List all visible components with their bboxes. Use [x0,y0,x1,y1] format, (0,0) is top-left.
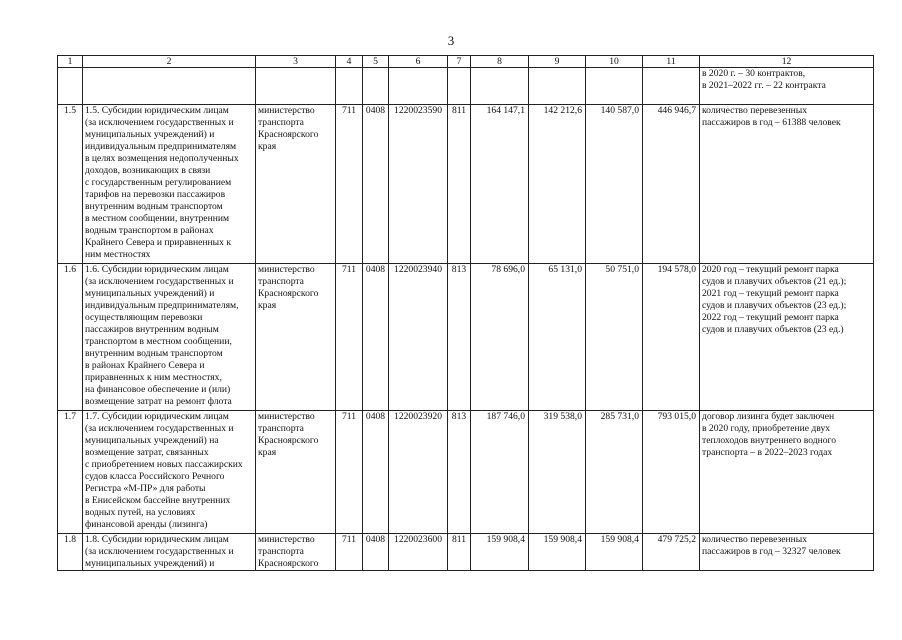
amount-2022: 285 731,0 [586,411,643,534]
section-code: 0408 [363,105,389,264]
row-number: 1.6 [58,264,83,411]
target-code: 1220023920 [389,411,448,534]
column-number: 8 [471,56,529,68]
expense-type: 813 [448,411,471,534]
result-cell: в 2020 г. – 30 контрактов, в 2021–2022 гг. – 22 контракта [700,68,874,105]
column-number: 11 [643,56,700,68]
column-number: 3 [256,56,336,68]
column-number: 6 [389,56,448,68]
amount-total: 446 946,7 [643,105,700,264]
amount-2021: 142 212,6 [529,105,586,264]
column-number: 9 [529,56,586,68]
amount-total: 793 015,0 [643,411,700,534]
expense-type: 811 [448,105,471,264]
target-code: 1220023940 [389,264,448,411]
amount-2020: 187 746,0 [471,411,529,534]
grbs-cell: министерство транспорта Красноярского края [256,264,336,411]
grbs-cell: министерство транспорта Красноярского края [256,105,336,264]
section-code: 0408 [363,534,389,571]
grbs-code: 711 [336,105,363,264]
measure-name: 1.8. Субсидии юридическим лицам (за исключением государственных и муниципальных учреждений) и [83,534,256,571]
amount-2020: 164 147,1 [471,105,529,264]
amount-2021: 319 538,0 [529,411,586,534]
grbs-code: 711 [336,534,363,571]
amount-total: 479 725,2 [643,534,700,571]
target-code: 1220023590 [389,105,448,264]
column-number: 4 [336,56,363,68]
amount-2020: 159 908,4 [471,534,529,571]
column-number: 12 [700,56,874,68]
measure-name: 1.5. Субсидии юридическим лицам (за исключением государственных и муниципальных учреждений) и индивидуальным предпринимателям в целях возмещения недополученных доходов, возникающих в связи с государственным регулированием тарифов на перевозки пассажиров внутренним водным транспортом в местном сообщении, внутренним водным транспортом в районах Крайнего Севера и приравненных к ним местностях [83,105,256,264]
grbs-cell: министерство транспорта Красноярского [256,534,336,571]
section-code: 0408 [363,264,389,411]
grbs-code: 711 [336,411,363,534]
row-number: 1.8 [58,534,83,571]
row-number: 1.5 [58,105,83,264]
expense-type: 811 [448,534,471,571]
column-number: 2 [83,56,256,68]
result-cell: договор лизинга будет заключен в 2020 году, приобретение двух теплоходов внутреннего водного транспорта – в 2022–2023 годах [700,411,874,534]
amount-2021: 159 908,4 [529,534,586,571]
amount-2022: 50 751,0 [586,264,643,411]
row-number: 1.7 [58,411,83,534]
table-row [58,105,874,264]
table-row [58,411,874,534]
grbs-code: 711 [336,264,363,411]
target-code: 1220023600 [389,534,448,571]
column-number: 10 [586,56,643,68]
amount-2021: 65 131,0 [529,264,586,411]
result-cell: 2020 год – текущий ремонт парка судов и плавучих объектов (21 ед.); 2021 год – текущий ремонт парка судов и плавучих объектов (23 ед.); 2022 год – текущий ремонт парка судов и плавучих объектов (23 ед.) [700,264,874,411]
table-row [58,534,874,571]
expense-type: 813 [448,264,471,411]
grbs-cell: министерство транспорта Красноярского края [256,411,336,534]
column-number: 5 [363,56,389,68]
section-code: 0408 [363,411,389,534]
column-number-row [58,56,874,68]
table-row [58,264,874,411]
column-number: 7 [448,56,471,68]
page-number: 3 [447,33,455,48]
result-cell: количество перевезенных пассажиров в год – 32327 человек [700,534,874,571]
measure-name: 1.7. Субсидии юридическим лицам (за исключением государственных и муниципальных учреждений) на возмещение затрат, связанных с приобретением новых пассажирских судов класса Российского Речного Регистра «М-ПР» для работы в Енисейском бассейне внутренних водных путей, на условиях финансовой аренды (лизинга) [83,411,256,534]
program-table [57,55,874,571]
amount-2022: 159 908,4 [586,534,643,571]
measure-name: 1.6. Субсидии юридическим лицам (за исключением государственных и муниципальных учреждений) и индивидуальным предпринимателям, осуществляющим перевозки пассажиров внутренним водным транспортом в местном сообщении, внутренним водным транспортом в районах Крайнего Севера и приравненных к ним местностях, на финансовое обеспечение и (или) возмещение затрат на ремонт флота [83,264,256,411]
column-number: 1 [58,56,83,68]
amount-total: 194 578,0 [643,264,700,411]
amount-2022: 140 587,0 [586,105,643,264]
result-cell: количество перевезенных пассажиров в год – 61388 человек [700,105,874,264]
table-row-continuation [58,68,874,105]
amount-2020: 78 696,0 [471,264,529,411]
